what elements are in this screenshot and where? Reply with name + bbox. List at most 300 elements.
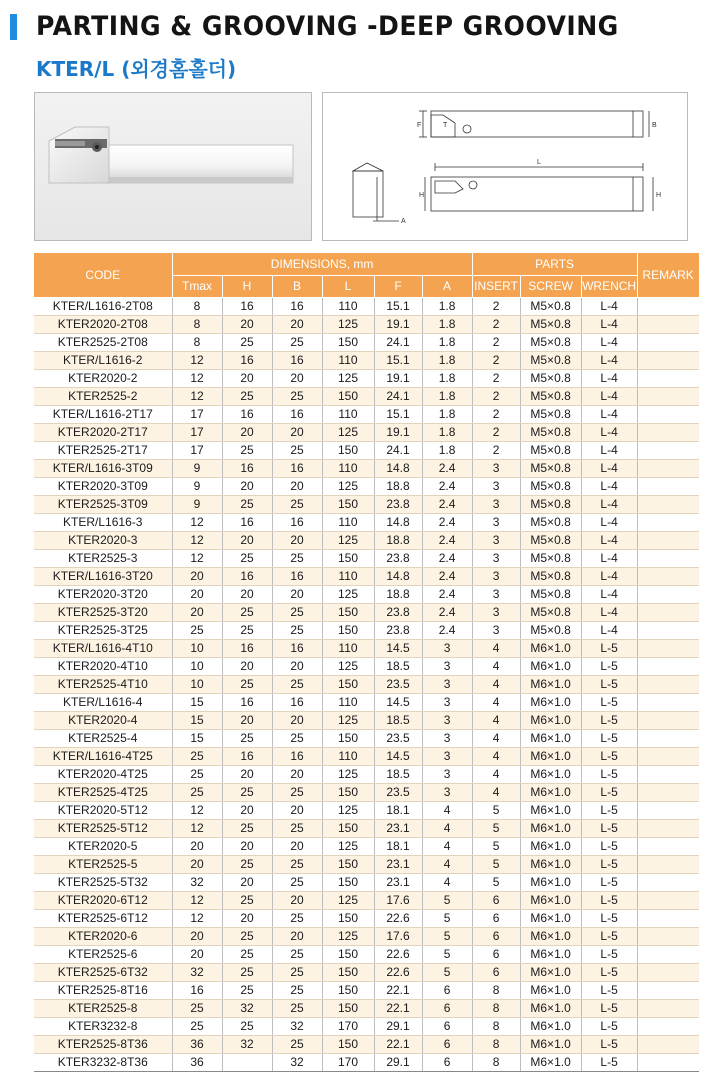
cell-wrench: L-5 [581, 837, 637, 855]
table-row [34, 603, 699, 621]
cell-tmax: 25 [172, 765, 222, 783]
cell-a: 5 [422, 963, 472, 981]
page-header [10, 12, 710, 42]
cell-b: 20 [272, 477, 322, 495]
cell-screw: M5×0.8 [520, 333, 581, 351]
cell-insert: 2 [472, 351, 520, 369]
cell-a: 4 [422, 837, 472, 855]
cell-wrench: L-5 [581, 711, 637, 729]
cell-code: KTER2525-2T17 [34, 441, 172, 459]
cell-l: 150 [322, 855, 374, 873]
dim-label-f: F [417, 122, 422, 129]
cell-h: 25 [222, 1017, 272, 1035]
cell-l: 150 [322, 909, 374, 927]
cell-screw: M6×1.0 [520, 873, 581, 891]
cell-h [222, 1053, 272, 1071]
cell-wrench: L-4 [581, 603, 637, 621]
cell-remark [637, 1053, 699, 1071]
cell-tmax: 20 [172, 603, 222, 621]
cell-tmax: 15 [172, 711, 222, 729]
cell-f: 18.8 [374, 585, 422, 603]
cell-code: KTER3232-8T36 [34, 1053, 172, 1071]
cell-f: 29.1 [374, 1053, 422, 1071]
cell-l: 150 [322, 963, 374, 981]
cell-screw: M5×0.8 [520, 531, 581, 549]
cell-code: KTER/L1616-3T20 [34, 567, 172, 585]
table-row [34, 693, 699, 711]
cell-tmax: 17 [172, 405, 222, 423]
cell-remark [637, 639, 699, 657]
cell-remark [637, 459, 699, 477]
cell-tmax: 8 [172, 297, 222, 315]
cell-a: 6 [422, 1017, 472, 1035]
cell-a: 1.8 [422, 297, 472, 315]
table-row [34, 729, 699, 747]
cell-tmax: 12 [172, 801, 222, 819]
cell-a: 3 [422, 657, 472, 675]
col-header-b: B [272, 275, 322, 297]
cell-b: 20 [272, 585, 322, 603]
table-row [34, 639, 699, 657]
cell-insert: 6 [472, 909, 520, 927]
cell-tmax: 9 [172, 459, 222, 477]
cell-f: 24.1 [374, 333, 422, 351]
cell-b: 25 [272, 441, 322, 459]
cell-screw: M5×0.8 [520, 297, 581, 315]
cell-b: 25 [272, 729, 322, 747]
table-row [34, 855, 699, 873]
cell-h: 16 [222, 567, 272, 585]
cell-tmax: 8 [172, 333, 222, 351]
table-row [34, 315, 699, 333]
cell-remark [637, 909, 699, 927]
cell-l: 150 [322, 675, 374, 693]
cell-remark [637, 891, 699, 909]
cell-screw: M6×1.0 [520, 999, 581, 1017]
cell-tmax: 25 [172, 1017, 222, 1035]
cell-code: KTER/L1616-4 [34, 693, 172, 711]
cell-b: 32 [272, 1053, 322, 1071]
cell-f: 14.5 [374, 639, 422, 657]
cell-h: 16 [222, 693, 272, 711]
cell-screw: M6×1.0 [520, 747, 581, 765]
cell-b: 16 [272, 351, 322, 369]
cell-b: 16 [272, 639, 322, 657]
cell-wrench: L-4 [581, 567, 637, 585]
cell-a: 6 [422, 1035, 472, 1053]
table-row [34, 963, 699, 981]
cell-l: 125 [322, 315, 374, 333]
cell-f: 18.1 [374, 801, 422, 819]
cell-tmax: 12 [172, 351, 222, 369]
cell-l: 150 [322, 495, 374, 513]
cell-h: 25 [222, 495, 272, 513]
side-view [425, 163, 653, 211]
cell-wrench: L-4 [581, 405, 637, 423]
cell-wrench: L-5 [581, 765, 637, 783]
cell-insert: 2 [472, 405, 520, 423]
cell-b: 25 [272, 549, 322, 567]
cell-screw: M5×0.8 [520, 423, 581, 441]
cell-a: 2.4 [422, 585, 472, 603]
cell-code: KTER2525-2 [34, 387, 172, 405]
cell-l: 150 [322, 333, 374, 351]
cell-b: 20 [272, 801, 322, 819]
cell-a: 5 [422, 909, 472, 927]
cell-l: 125 [322, 801, 374, 819]
cell-screw: M6×1.0 [520, 675, 581, 693]
cell-remark [637, 1017, 699, 1035]
cell-f: 23.8 [374, 549, 422, 567]
cell-l: 170 [322, 1053, 374, 1071]
col-header-code: CODE [34, 253, 172, 297]
cell-screw: M6×1.0 [520, 657, 581, 675]
cell-wrench: L-5 [581, 927, 637, 945]
cell-code: KTER2525-5 [34, 855, 172, 873]
cell-wrench: L-4 [581, 333, 637, 351]
cell-tmax: 36 [172, 1035, 222, 1053]
cell-wrench: L-5 [581, 891, 637, 909]
cell-screw: M6×1.0 [520, 1053, 581, 1071]
cell-tmax: 20 [172, 567, 222, 585]
cell-l: 125 [322, 891, 374, 909]
cell-l: 150 [322, 873, 374, 891]
cell-insert: 8 [472, 999, 520, 1017]
cell-h: 16 [222, 351, 272, 369]
cell-remark [637, 351, 699, 369]
cell-code: KTER2525-3T25 [34, 621, 172, 639]
cell-tmax: 20 [172, 855, 222, 873]
cell-wrench: L-5 [581, 981, 637, 999]
col-header-l: L [322, 275, 374, 297]
cell-remark [637, 801, 699, 819]
spec-table [34, 253, 700, 1072]
cell-f: 29.1 [374, 1017, 422, 1035]
cell-f: 17.6 [374, 891, 422, 909]
cell-f: 18.5 [374, 657, 422, 675]
cell-a: 2.4 [422, 513, 472, 531]
cell-tmax: 12 [172, 369, 222, 387]
cell-h: 20 [222, 801, 272, 819]
cell-l: 150 [322, 819, 374, 837]
cell-screw: M5×0.8 [520, 351, 581, 369]
cell-insert: 2 [472, 423, 520, 441]
cell-a: 5 [422, 891, 472, 909]
cell-wrench: L-5 [581, 855, 637, 873]
cell-insert: 8 [472, 1053, 520, 1071]
cell-code: KTER2525-3 [34, 549, 172, 567]
cell-b: 16 [272, 513, 322, 531]
cell-b: 25 [272, 963, 322, 981]
cell-f: 23.8 [374, 621, 422, 639]
table-row [34, 567, 699, 585]
cell-l: 170 [322, 1017, 374, 1035]
cell-wrench: L-4 [581, 459, 637, 477]
cell-tmax: 25 [172, 783, 222, 801]
cell-screw: M5×0.8 [520, 441, 581, 459]
col-header-remark: REMARK [637, 253, 699, 297]
cell-insert: 3 [472, 567, 520, 585]
dim-label-h-right: H [656, 192, 662, 199]
title-accent-bar [10, 14, 17, 40]
cell-remark [637, 549, 699, 567]
cell-b: 16 [272, 693, 322, 711]
table-row [34, 909, 699, 927]
cell-screw: M6×1.0 [520, 1017, 581, 1035]
cell-wrench: L-5 [581, 693, 637, 711]
cell-b: 25 [272, 819, 322, 837]
cell-code: KTER2020-2T17 [34, 423, 172, 441]
table-row [34, 441, 699, 459]
cell-l: 125 [322, 657, 374, 675]
cell-b: 32 [272, 1017, 322, 1035]
col-header-parts: PARTS [472, 253, 637, 275]
table-row [34, 981, 699, 999]
cell-insert: 6 [472, 963, 520, 981]
cell-b: 20 [272, 369, 322, 387]
cell-screw: M6×1.0 [520, 927, 581, 945]
cell-f: 19.1 [374, 369, 422, 387]
cell-l: 150 [322, 945, 374, 963]
cell-f: 17.6 [374, 927, 422, 945]
cell-f: 18.5 [374, 765, 422, 783]
cell-wrench: L-4 [581, 585, 637, 603]
cell-remark [637, 675, 699, 693]
cell-f: 22.6 [374, 909, 422, 927]
cell-screw: M6×1.0 [520, 693, 581, 711]
cell-f: 14.5 [374, 693, 422, 711]
cell-tmax: 20 [172, 837, 222, 855]
cell-b: 16 [272, 459, 322, 477]
cell-b: 25 [272, 1035, 322, 1053]
cell-tmax: 17 [172, 441, 222, 459]
cell-tmax: 12 [172, 891, 222, 909]
cell-wrench: L-4 [581, 297, 637, 315]
cell-f: 14.8 [374, 459, 422, 477]
cell-b: 20 [272, 315, 322, 333]
cell-b: 20 [272, 765, 322, 783]
tool-holder-photo-illustration [35, 93, 311, 240]
cell-insert: 3 [472, 513, 520, 531]
cell-b: 25 [272, 855, 322, 873]
cell-insert: 2 [472, 315, 520, 333]
cell-tmax: 12 [172, 513, 222, 531]
cell-code: KTER2020-4T10 [34, 657, 172, 675]
cell-tmax: 8 [172, 315, 222, 333]
cell-wrench: L-4 [581, 351, 637, 369]
cell-screw: M6×1.0 [520, 819, 581, 837]
cell-f: 23.5 [374, 675, 422, 693]
table-row [34, 297, 699, 315]
cell-b: 25 [272, 981, 322, 999]
cell-h: 20 [222, 477, 272, 495]
cell-wrench: L-5 [581, 783, 637, 801]
cell-insert: 8 [472, 981, 520, 999]
cell-b: 20 [272, 423, 322, 441]
cell-f: 19.1 [374, 423, 422, 441]
cell-remark [637, 513, 699, 531]
cell-remark [637, 711, 699, 729]
cell-f: 19.1 [374, 315, 422, 333]
cell-remark [637, 1035, 699, 1053]
cell-l: 110 [322, 297, 374, 315]
cell-a: 2.4 [422, 549, 472, 567]
cell-screw: M5×0.8 [520, 621, 581, 639]
cell-wrench: L-4 [581, 621, 637, 639]
cell-tmax: 10 [172, 657, 222, 675]
cell-b: 16 [272, 297, 322, 315]
cell-b: 25 [272, 333, 322, 351]
cell-screw: M6×1.0 [520, 963, 581, 981]
cell-screw: M5×0.8 [520, 315, 581, 333]
cell-a: 2.4 [422, 495, 472, 513]
cell-f: 22.6 [374, 963, 422, 981]
cell-a: 1.8 [422, 387, 472, 405]
col-header-dimensions: DIMENSIONS, mm [172, 253, 472, 275]
table-row [34, 765, 699, 783]
cell-h: 25 [222, 981, 272, 999]
cell-screw: M5×0.8 [520, 585, 581, 603]
cell-code: KTER2525-8 [34, 999, 172, 1017]
cell-screw: M5×0.8 [520, 495, 581, 513]
cell-b: 25 [272, 387, 322, 405]
cell-h: 16 [222, 513, 272, 531]
cell-f: 15.1 [374, 405, 422, 423]
cell-wrench: L-5 [581, 945, 637, 963]
cell-remark [637, 405, 699, 423]
cell-screw: M6×1.0 [520, 855, 581, 873]
cell-code: KTER/L1616-2T17 [34, 405, 172, 423]
cell-insert: 6 [472, 891, 520, 909]
cell-screw: M6×1.0 [520, 801, 581, 819]
cell-code: KTER2525-4T10 [34, 675, 172, 693]
cell-h: 20 [222, 909, 272, 927]
cell-tmax: 12 [172, 387, 222, 405]
cell-wrench: L-4 [581, 549, 637, 567]
dimension-drawing [323, 93, 687, 240]
table-row [34, 459, 699, 477]
cell-remark [637, 621, 699, 639]
dim-label-b: B [652, 122, 657, 129]
table-row [34, 423, 699, 441]
cell-wrench: L-4 [581, 387, 637, 405]
cell-f: 23.5 [374, 783, 422, 801]
cell-f: 24.1 [374, 387, 422, 405]
cell-a: 3 [422, 693, 472, 711]
cell-a: 3 [422, 765, 472, 783]
cell-code: KTER2020-4 [34, 711, 172, 729]
cell-h: 25 [222, 333, 272, 351]
cell-wrench: L-4 [581, 477, 637, 495]
cell-f: 22.1 [374, 981, 422, 999]
cell-tmax: 20 [172, 945, 222, 963]
table-row [34, 387, 699, 405]
cell-tmax: 12 [172, 549, 222, 567]
cell-wrench: L-5 [581, 675, 637, 693]
cell-code: KTER/L1616-4T25 [34, 747, 172, 765]
cell-f: 14.8 [374, 567, 422, 585]
cell-tmax: 17 [172, 423, 222, 441]
table-row [34, 675, 699, 693]
cell-b: 16 [272, 747, 322, 765]
table-row [34, 801, 699, 819]
cell-remark [637, 531, 699, 549]
cell-wrench: L-5 [581, 729, 637, 747]
cell-a: 4 [422, 855, 472, 873]
cell-l: 110 [322, 567, 374, 585]
cell-l: 110 [322, 693, 374, 711]
cell-a: 2.4 [422, 621, 472, 639]
cell-h: 20 [222, 423, 272, 441]
table-row [34, 1035, 699, 1053]
cell-h: 16 [222, 639, 272, 657]
table-row [34, 837, 699, 855]
cell-tmax: 32 [172, 963, 222, 981]
table-body [34, 297, 699, 1071]
cell-wrench: L-5 [581, 1053, 637, 1071]
dim-label-t: T [443, 122, 448, 129]
cell-h: 16 [222, 297, 272, 315]
cell-a: 1.8 [422, 351, 472, 369]
cell-f: 18.1 [374, 837, 422, 855]
cell-b: 20 [272, 711, 322, 729]
cell-remark [637, 945, 699, 963]
cell-wrench: L-4 [581, 423, 637, 441]
cell-remark [637, 387, 699, 405]
cell-insert: 6 [472, 927, 520, 945]
table-row [34, 711, 699, 729]
cell-code: KTER2020-5T12 [34, 801, 172, 819]
cell-tmax: 12 [172, 531, 222, 549]
cell-a: 5 [422, 927, 472, 945]
cell-h: 25 [222, 963, 272, 981]
cell-h: 25 [222, 549, 272, 567]
cell-a: 2.4 [422, 477, 472, 495]
cell-insert: 2 [472, 297, 520, 315]
cell-insert: 4 [472, 765, 520, 783]
cell-f: 22.6 [374, 945, 422, 963]
cell-screw: M5×0.8 [520, 477, 581, 495]
table-row [34, 585, 699, 603]
cell-b: 20 [272, 837, 322, 855]
cell-h: 20 [222, 765, 272, 783]
cell-remark [637, 747, 699, 765]
table-row [34, 747, 699, 765]
cell-code: KTER2020-6T12 [34, 891, 172, 909]
cell-insert: 3 [472, 531, 520, 549]
table-row [34, 351, 699, 369]
end-view [353, 163, 399, 221]
cell-insert: 2 [472, 441, 520, 459]
cell-tmax: 25 [172, 621, 222, 639]
cell-wrench: L-5 [581, 999, 637, 1017]
dim-label-a: A [401, 218, 406, 225]
cell-insert: 3 [472, 585, 520, 603]
cell-f: 23.1 [374, 819, 422, 837]
cell-a: 3 [422, 639, 472, 657]
table-row [34, 513, 699, 531]
cell-h: 32 [222, 1035, 272, 1053]
cell-a: 1.8 [422, 441, 472, 459]
col-header-wrench: WRENCH [581, 275, 637, 297]
cell-l: 125 [322, 369, 374, 387]
cell-wrench: L-5 [581, 1035, 637, 1053]
cell-wrench: L-5 [581, 963, 637, 981]
cell-a: 3 [422, 711, 472, 729]
cell-h: 25 [222, 891, 272, 909]
cell-a: 5 [422, 945, 472, 963]
cell-code: KTER2020-4T25 [34, 765, 172, 783]
